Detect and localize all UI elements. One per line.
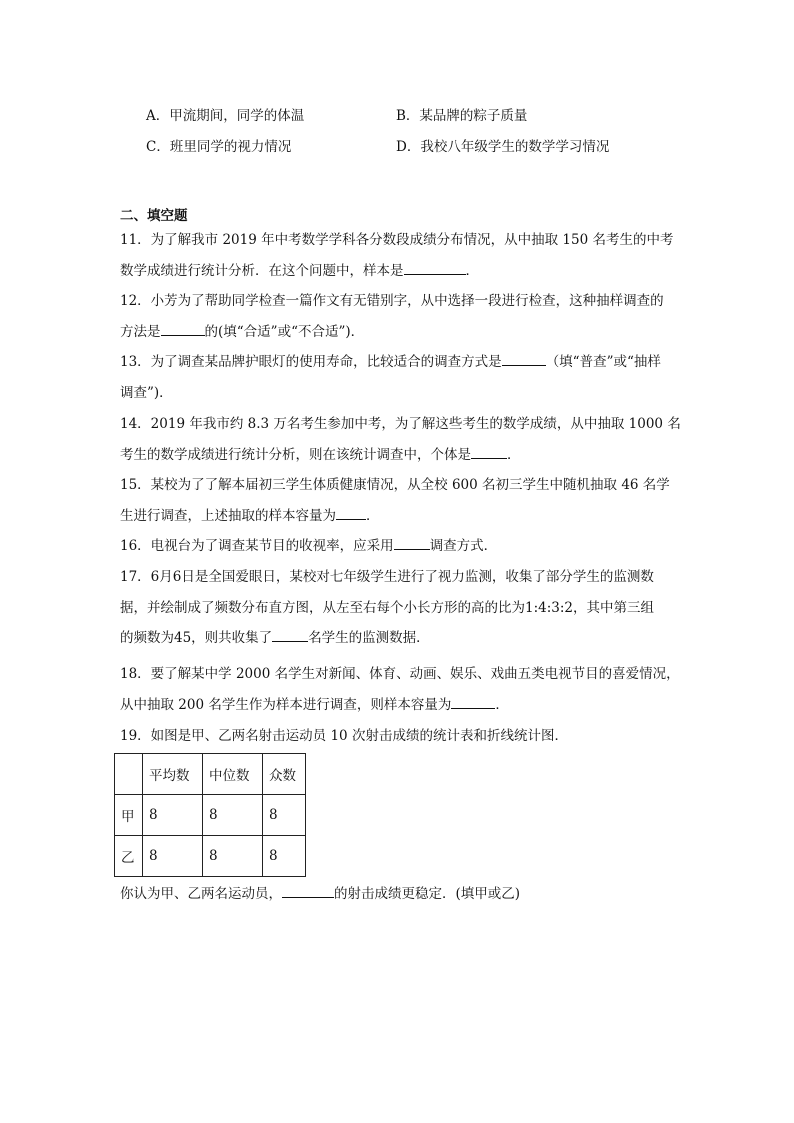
- answer-blank[interactable]: [161, 323, 205, 336]
- section-title: 二、填空题: [120, 208, 188, 224]
- q17-line-2: 据，并绘制成了频数分布直方图，从左至右每个小长方形的高的比为1:4:3:2，其中第三组: [120, 599, 655, 616]
- q15-line-2: [120, 501, 680, 532]
- q19-line-1: 19．如图是甲、乙两名射击运动员 10 次射击成绩的统计表和折线统计图．: [120, 728, 568, 744]
- q16-text: 16．电视台为了调查某节目的收视率，应采用: [120, 538, 394, 554]
- table-row-label: 甲: [115, 795, 143, 836]
- table-cell: 8: [263, 836, 306, 877]
- table-row: [115, 795, 306, 836]
- question-16: [120, 531, 680, 562]
- question-19: [120, 721, 680, 752]
- q14-text: 考生的数学成绩进行统计分析，则在该统计调查中，个体是: [120, 446, 471, 463]
- q19-tail: 的射击成绩更稳定．(填甲或乙): [334, 886, 521, 902]
- q12-tail: 的(填“合适”或“不合适”)．: [204, 323, 365, 340]
- table-cell: 8: [143, 836, 203, 877]
- q14-line-2: [120, 440, 680, 471]
- answer-blank[interactable]: [471, 446, 507, 459]
- answer-blank[interactable]: [394, 537, 430, 550]
- q11-text: 数学成绩进行统计分析．在这个问题中，样本是: [120, 262, 404, 279]
- q14-line-1: 14．2019 年我市约 8.3 万名考生参加中考，为了解这些考生的数学成绩，从中抽取 1000 名: [120, 416, 681, 432]
- answer-blank[interactable]: [451, 696, 495, 709]
- question-12: [120, 286, 680, 347]
- question-13: [120, 347, 680, 408]
- answer-blank[interactable]: [404, 262, 466, 275]
- q15-text: 生进行调查，上述抽取的样本容量为: [120, 507, 336, 524]
- answer-blank[interactable]: [336, 507, 366, 520]
- q15-tail: ．: [366, 507, 380, 524]
- q17-line-3: [120, 623, 680, 654]
- table-header-cell: 众数: [263, 754, 306, 795]
- option-a: A．甲流期间，同学的体温: [146, 108, 305, 124]
- table-header-cell: [115, 754, 143, 795]
- q13-tail: （填“普查”或“抽样: [545, 354, 661, 370]
- question-15: [120, 470, 680, 531]
- q18-tail: ．: [495, 696, 509, 713]
- question-18: [120, 659, 680, 720]
- answer-blank[interactable]: [272, 629, 308, 642]
- q12-line-1: 12．小芳为了帮助同学检查一篇作文有无错别字，从中选择一段进行检查，这种抽样调查的: [120, 293, 664, 309]
- option-d: D．我校八年级学生的数学学习情况: [396, 139, 610, 155]
- q18-line-1: 18．要了解某中学 2000 名学生对新闻、体育、动画、娱乐、戏曲五类电视节目的喜爱情况，: [120, 666, 680, 682]
- option-c: C．班里同学的视力情况: [146, 139, 292, 155]
- question-14: [120, 409, 680, 470]
- table-header-row: [115, 754, 306, 795]
- q13-text: 13．为了调查某品牌护眼灯的使用寿命，比较适合的调查方式是: [120, 354, 502, 370]
- q13-line-2: 调查”)．: [120, 384, 173, 401]
- q11-tail: ．: [465, 262, 479, 279]
- table-row-label: 乙: [115, 836, 143, 877]
- question-19-prompt: [120, 882, 520, 902]
- q17-line-1: 17．6月6日是全国爱眼日，某校对七年级学生进行了视力监测，收集了部分学生的监测数: [120, 569, 654, 585]
- option-b: B．某品牌的粽子质量: [396, 108, 528, 124]
- q12-text: 方法是: [120, 323, 161, 340]
- table-header-cell: 中位数: [203, 754, 263, 795]
- q11-line-1: 11．为了解我市 2019 年中考数学学科各分数段成绩分布情况，从中抽取 150 名考生的中考: [120, 232, 674, 248]
- stats-table: [114, 753, 306, 877]
- table-row: [115, 836, 306, 877]
- answer-blank[interactable]: [502, 353, 546, 366]
- q16-line-1: [120, 531, 680, 562]
- q12-line-2: [120, 317, 680, 348]
- q17-text: 的频数为45，则共收集了: [120, 630, 273, 646]
- question-17: [120, 562, 680, 654]
- table-cell: 8: [143, 795, 203, 836]
- q19-text: 你认为甲、乙两名运动员，: [120, 886, 282, 902]
- table-cell: 8: [203, 795, 263, 836]
- q11-line-2: [120, 256, 680, 287]
- table-cell: 8: [203, 836, 263, 877]
- table-cell: 8: [263, 795, 306, 836]
- question-11: [120, 225, 680, 286]
- q18-text: 从中抽取 200 名学生作为样本进行调查，则样本容量为: [120, 696, 452, 713]
- q17-tail: 名学生的监测数据．: [308, 630, 430, 646]
- q13-line-1: [120, 347, 680, 378]
- q18-line-2: [120, 690, 680, 721]
- q15-line-1: 15．某校为了了解本届初三学生体质健康情况，从全校 600 名初三学生中随机抽取 46 名学: [120, 477, 670, 493]
- table-header-cell: 平均数: [143, 754, 203, 795]
- answer-blank[interactable]: [282, 885, 334, 898]
- q16-tail: 调查方式．: [429, 538, 498, 554]
- q14-tail: ．: [507, 446, 521, 463]
